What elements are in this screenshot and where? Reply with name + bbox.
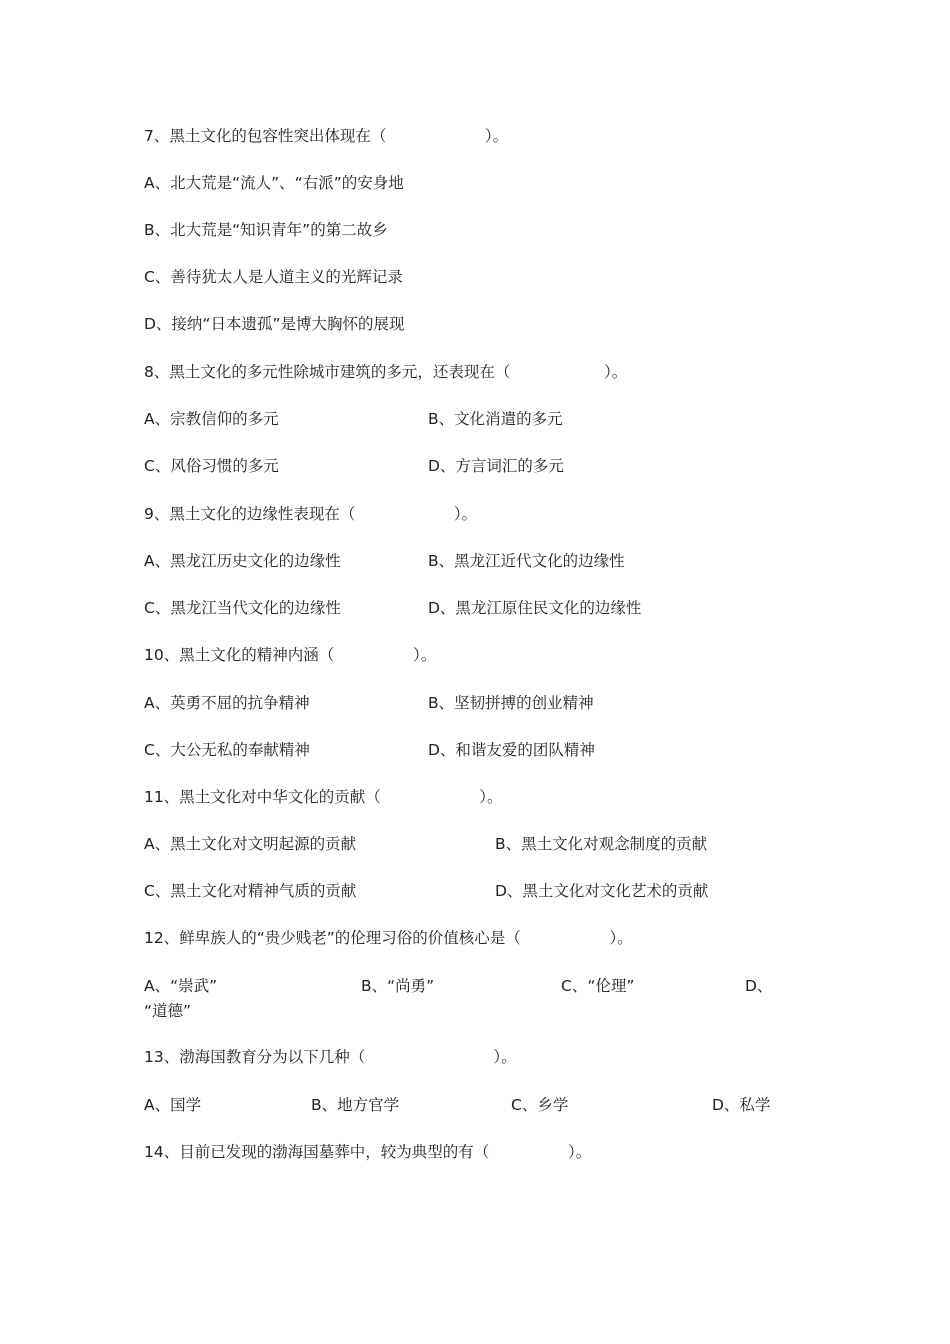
question-9-option-d: D、黑龙江原住民文化的边缘性 bbox=[428, 599, 642, 617]
question-9-option-b: B、黑龙江近代文化的边缘性 bbox=[428, 552, 625, 570]
question-9-stem: 9、黑土文化的边缘性表现在（ ）。 bbox=[144, 505, 478, 523]
question-8-option-d: D、方言词汇的多元 bbox=[428, 457, 564, 475]
question-11-option-d: D、黑土文化对文化艺术的贡献 bbox=[495, 882, 709, 900]
question-12-option-c: C、“伦理” bbox=[561, 977, 635, 995]
question-13-option-a: A、国学 bbox=[144, 1096, 202, 1114]
question-11-option-c: C、黑土文化对精神气质的贡献 bbox=[144, 882, 357, 900]
question-14-stem: 14、目前已发现的渤海国墓葬中，较为典型的有（ ）。 bbox=[144, 1143, 592, 1161]
question-7-option-d: D、接纳“日本遗孤”是博大胸怀的展现 bbox=[144, 315, 405, 333]
question-11-option-b: B、黑土文化对观念制度的贡献 bbox=[495, 835, 708, 853]
question-13-stem: 13、渤海国教育分为以下几种（ ）。 bbox=[144, 1048, 517, 1066]
question-8-option-c: C、风俗习惯的多元 bbox=[144, 457, 279, 475]
question-8-option-a: A、宗教信仰的多元 bbox=[144, 410, 279, 428]
question-12-option-d-wrap: “道德” bbox=[144, 1002, 192, 1020]
question-12-option-b: B、“尚勇” bbox=[361, 977, 435, 995]
question-9-option-c: C、黑龙江当代文化的边缘性 bbox=[144, 599, 341, 617]
question-10-option-a: A、英勇不屈的抗争精神 bbox=[144, 694, 310, 712]
question-11-stem: 11、黑土文化对中华文化的贡献（ ）。 bbox=[144, 788, 503, 806]
question-8-option-b: B、文化消遣的多元 bbox=[428, 410, 563, 428]
question-10-option-b: B、坚韧拼搏的创业精神 bbox=[428, 694, 594, 712]
question-10-option-d: D、和谐友爱的团队精神 bbox=[428, 741, 595, 759]
question-10-option-c: C、大公无私的奉献精神 bbox=[144, 741, 310, 759]
question-8-stem: 8、黑土文化的多元性除城市建筑的多元，还表现在（ ）。 bbox=[144, 363, 628, 381]
question-9-option-a: A、黑龙江历史文化的边缘性 bbox=[144, 552, 341, 570]
question-7-option-c: C、善待犹太人是人道主义的光辉记录 bbox=[144, 268, 403, 286]
question-12-option-a: A、“崇武” bbox=[144, 977, 218, 995]
question-13-option-b: B、地方官学 bbox=[311, 1096, 400, 1114]
question-13-option-c: C、乡学 bbox=[511, 1096, 569, 1114]
question-12-stem: 12、鲜卑族人的“贵少贱老”的伦理习俗的价值核心是（ ）。 bbox=[144, 929, 633, 947]
question-12-option-d: D、 bbox=[745, 977, 773, 995]
question-13-option-d: D、私学 bbox=[712, 1096, 771, 1114]
question-10-stem: 10、黑土文化的精神内涵（ ）。 bbox=[144, 646, 437, 664]
question-7-option-a: A、北大荒是“流人”、“右派”的安身地 bbox=[144, 174, 404, 192]
question-7-option-b: B、北大荒是“知识青年”的第二故乡 bbox=[144, 221, 388, 239]
question-11-option-a: A、黑土文化对文明起源的贡献 bbox=[144, 835, 357, 853]
question-7-stem: 7、黑土文化的包容性突出体现在（ ）。 bbox=[144, 127, 509, 145]
